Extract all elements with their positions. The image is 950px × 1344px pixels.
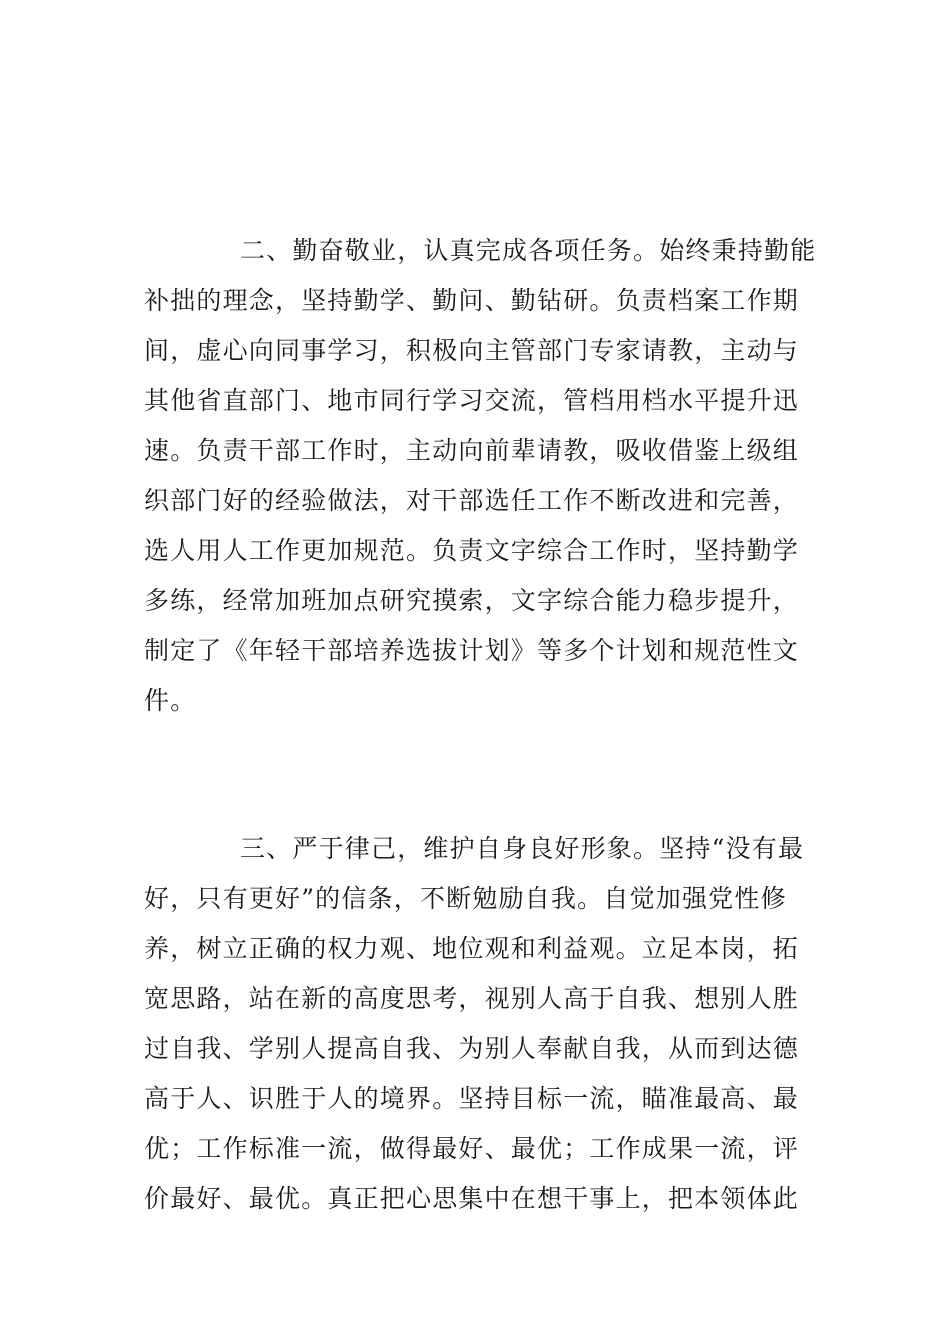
- paragraph-line: 二、勤奋敬业，认真完成各项任务。始终秉持勤能: [240, 236, 817, 265]
- paragraph-line: 其他省直部门、地市同行学习交流，管档用档水平提升迅: [144, 386, 800, 415]
- paragraph-line: 过自我、学别人提高自我、为别人奉献自我，从而到达德: [144, 1034, 800, 1063]
- paragraph-line: 养，树立正确的权力观、地位观和利益观。立足本岗，拓: [144, 934, 800, 963]
- paragraph-line: 制定了《年轻干部培养选拔计划》等多个计划和规范性文: [144, 636, 800, 665]
- paragraph-line: 高于人、识胜于人的境界。坚持目标一流，瞄准最高、最: [144, 1084, 800, 1113]
- paragraph-line: 多练，经常加班加点研究摸索，文字综合能力稳步提升，: [144, 586, 800, 615]
- paragraph-line: 好，只有更好”的信条，不断勉励自我。自觉加强党性修: [144, 884, 787, 913]
- paragraph-line: 价最好、最优。真正把心思集中在想干事上，把本领体此: [144, 1184, 800, 1213]
- paragraph-line: 宽思路，站在新的高度思考，视别人高于自我、想别人胜: [144, 984, 800, 1013]
- paragraph-line: 间，虚心向同事学习，积极向主管部门专家请教，主动与: [144, 336, 800, 365]
- paragraph-self-discipline: [144, 824, 808, 1224]
- paragraph-line: 选人用人工作更加规范。负责文字综合工作时，坚持勤学: [144, 536, 800, 565]
- paragraph-line: 织部门好的经验做法，对干部选任工作不断改进和完善，: [144, 486, 800, 515]
- paragraph-line: 补拙的理念，坚持勤学、勤问、勤钻研。负责档案工作期: [144, 286, 800, 315]
- paragraph-line: 优；工作标准一流，做得最好、最优；工作成果一流，评: [144, 1134, 800, 1163]
- paragraph-line: 件。: [144, 686, 197, 715]
- paragraph-line: 速。负责干部工作时，主动向前辈请教，吸收借鉴上级组: [144, 436, 800, 465]
- paragraph-diligence: [144, 226, 817, 726]
- paragraph-line: 三、严于律己，维护自身良好形象。坚持“没有最: [240, 834, 805, 863]
